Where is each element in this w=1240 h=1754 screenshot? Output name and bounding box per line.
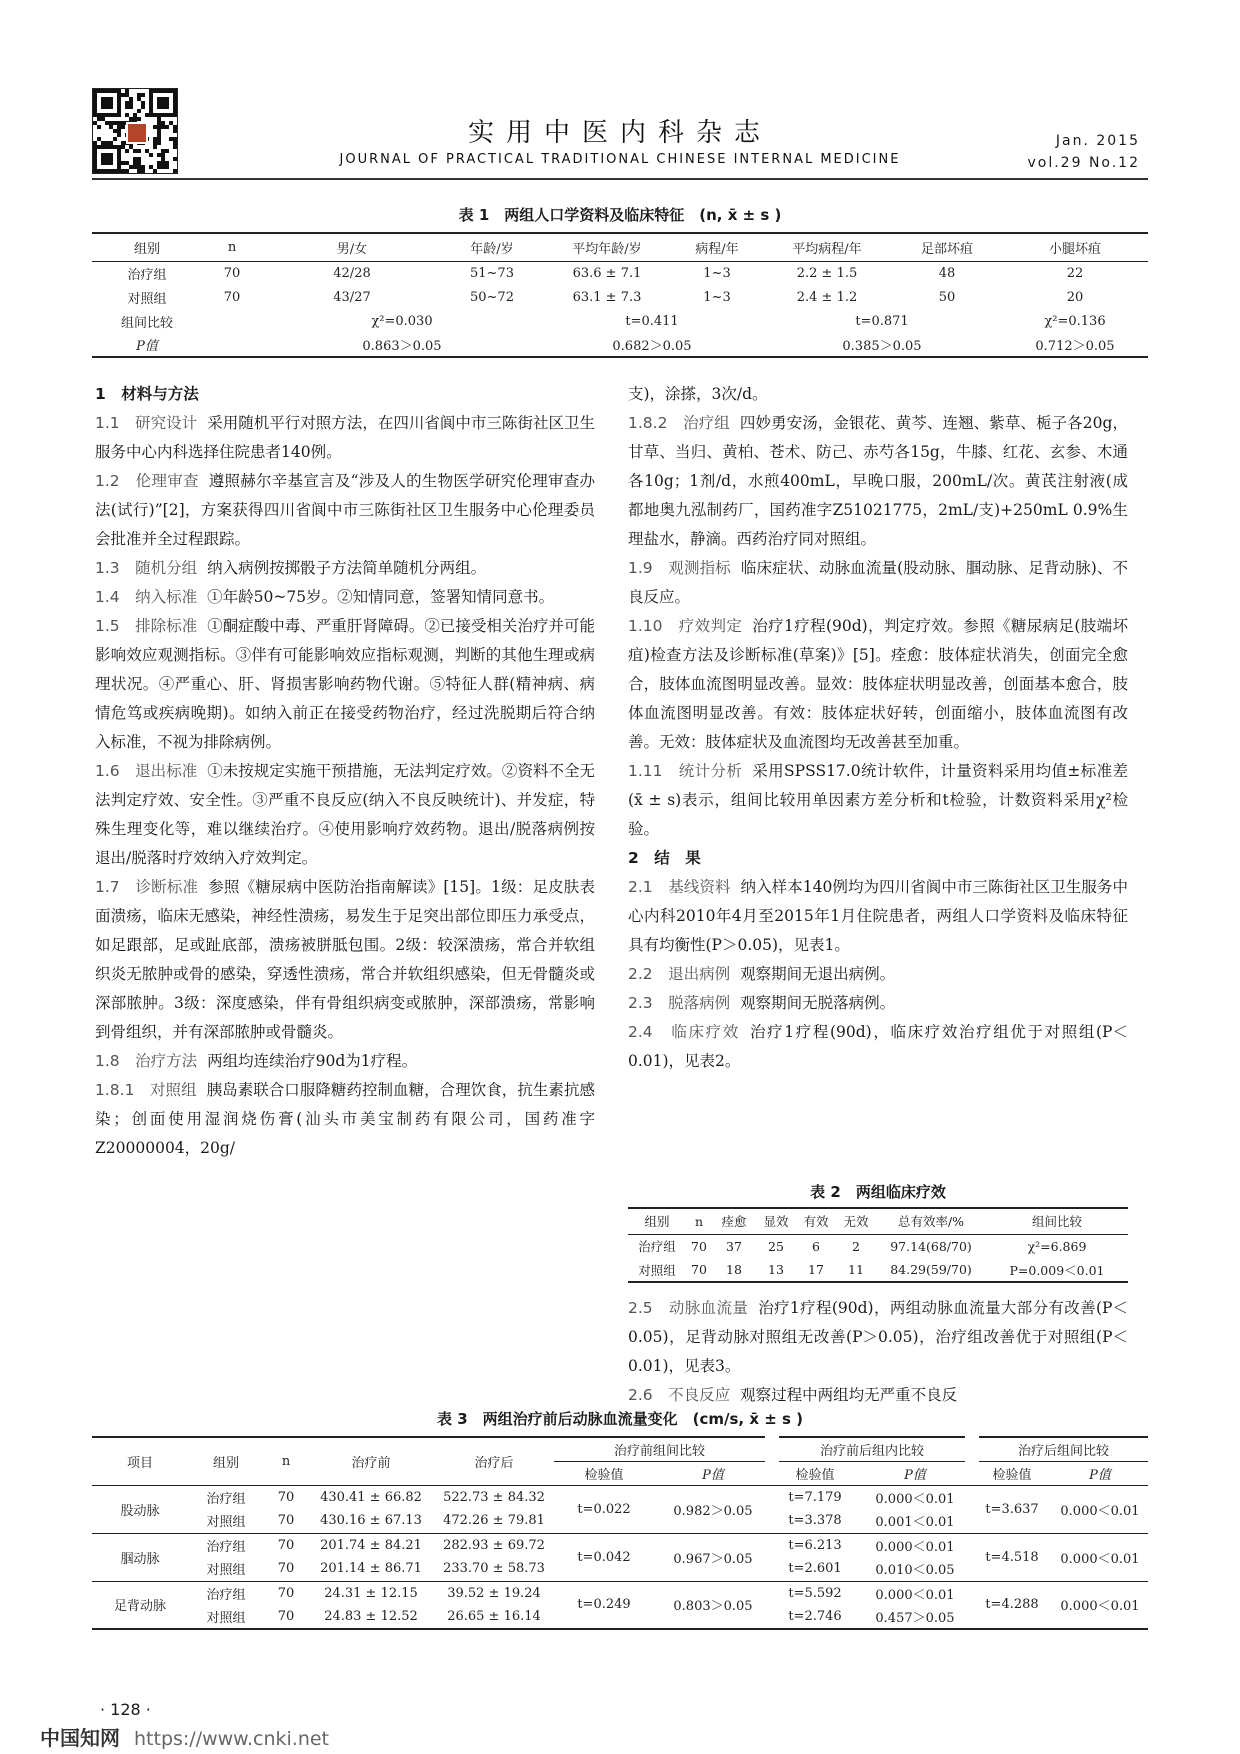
paragraph (95, 1076, 595, 1163)
table1-cell: 2.4 ± 1.2 (796, 289, 858, 305)
table1-cell: 43/27 (333, 289, 371, 305)
paragraph-label: 2.4 临床疗效 (628, 1023, 740, 1041)
paragraph-label: 1.6 退出标准 (95, 762, 198, 780)
table1-cell: 51~73 (470, 265, 514, 281)
paragraph-text: 治疗1疗程(90d)，临床疗效治疗组优于对照组(P＜0.01)，见表2。 (628, 1023, 1128, 1070)
paragraph-label: 2.1 基线资料 (628, 878, 731, 896)
left-column (95, 380, 595, 1163)
table2-cell: 治疗组 (638, 1239, 676, 1255)
table3-header-cell: 治疗前 (351, 1455, 391, 1471)
table2-header-cell: 组别 (644, 1214, 670, 1230)
table1-header-cell: 平均病程/年 (792, 241, 862, 257)
table1-cell (202, 333, 262, 357)
table1-compare-cell: χ²=0.030 (371, 313, 433, 329)
right-column (628, 380, 1128, 1076)
table2-cell: 70 (691, 1238, 707, 1254)
table1-p-cell: 0.863＞0.05 (362, 339, 442, 354)
journal-title-cn: 实用中医内科杂志 (467, 118, 772, 148)
paragraph-text: ①年龄50~75岁。②知情同意，签署知情同意书。 (207, 588, 555, 606)
paragraph-text: 支)，涂搽，3次/d。 (628, 385, 768, 403)
table3-cell: 24.83 ± 12.52 (324, 1609, 418, 1624)
paragraph (628, 1018, 1128, 1076)
table2-cell: 25 (768, 1238, 784, 1254)
table3-header-cell: 检验值 (992, 1467, 1032, 1483)
table3-cell: 522.73 ± 84.32 (443, 1489, 545, 1505)
table3 (92, 1436, 1148, 1630)
table3-cell: 对照组 (206, 1515, 246, 1531)
table3-group-header: 治疗后组间比较 (972, 1437, 1148, 1461)
table3-cell: 70 (277, 1537, 295, 1553)
paragraph-text: 治疗1疗程(90d)，两组动脉血流量大部分有改善(P＜0.05)，足背动脉对照组无改善(P＞0.05)，治疗组改善优于对照组(P＜0.01)，见表3。 (628, 1299, 1128, 1375)
table3-pre-t: t=0.042 (577, 1549, 631, 1565)
table3-header-cell: 治疗后 (474, 1455, 514, 1471)
paragraph (95, 612, 595, 757)
table3-cell: 0.000＜0.01 (875, 1539, 955, 1555)
table1-p-cell: 0.712＞0.05 (1035, 339, 1115, 354)
table1-cell: 42/28 (333, 265, 371, 281)
table3-cell: 治疗组 (206, 1491, 246, 1507)
table3-cell: t=5.592 (788, 1585, 842, 1601)
table2-header-cell: 显效 (763, 1214, 789, 1230)
table3-item: 足背动脉 (113, 1599, 166, 1615)
table3-cell: 472.26 ± 79.81 (443, 1513, 545, 1529)
paragraph-label: 2.3 脱落病例 (628, 994, 731, 1012)
paragraph-label: 1.9 观测指标 (628, 559, 731, 577)
table3-cell: 对照组 (206, 1611, 246, 1626)
table1-header-cell: n (227, 239, 237, 255)
table2-cell: 70 (691, 1262, 707, 1277)
paragraph-label: 2.2 退出病例 (628, 965, 731, 983)
paragraph-text: ①未按规定实施干预措施，无法判定疗效。②资料不全无法判定疗效、安全性。③严重不良反应(纳入不良反映统计)、并发症，特殊生理变化等，难以继续治疗。④使用影响疗效药物。退出/脱落病例按退出/脱落时疗效纳入疗效判定。 (95, 762, 595, 867)
paragraph-label: 2.5 动脉血流量 (628, 1299, 749, 1317)
table2-cell: P=0.009＜0.01 (1009, 1262, 1105, 1278)
table1-p-cell: 0.385＞0.05 (842, 339, 922, 354)
table1-cell: 63.6 ± 7.1 (572, 265, 642, 281)
table3-cell: 282.93 ± 69.72 (443, 1537, 545, 1553)
issue-date: Jan. 2015 (1055, 133, 1140, 149)
table2-cell: 13 (768, 1262, 784, 1277)
table1-cell: 70 (223, 289, 241, 305)
paragraph-text: 观察期间无退出病例。 (740, 965, 896, 983)
paragraph-text: 遵照赫尔辛基宣言及“涉及人的生物医学研究伦理审查办法(试行)”[2]，方案获得四川省阆中市三陈街社区卫生服务中心伦理委员会批准并全过程跟踪。 (95, 472, 595, 548)
table2-cell: 17 (808, 1262, 824, 1277)
table2-header-cell: 无效 (843, 1214, 869, 1230)
table2-cell: 37 (726, 1238, 742, 1254)
table3-cell: 0.000＜0.01 (875, 1491, 955, 1507)
paragraph (95, 583, 595, 612)
table3-cell: 24.31 ± 12.15 (324, 1585, 418, 1601)
table3-post-p: 0.000＜0.01 (1060, 1551, 1140, 1567)
table1-cell: 22 (1066, 265, 1084, 281)
paragraph (628, 960, 1128, 989)
table1-header-cell: 小腿坏疽 (1048, 241, 1101, 257)
table3-cell: 233.70 ± 58.73 (443, 1561, 545, 1577)
paragraph-text: 观察期间无脱落病例。 (740, 994, 896, 1012)
table2-cell: 11 (848, 1262, 864, 1277)
table2-cell: 97.14(68/70) (890, 1238, 972, 1254)
paragraph (95, 757, 595, 873)
journal-title-en: JOURNAL OF PRACTICAL TRADITIONAL CHINESE INTERNAL MEDICINE (339, 152, 901, 167)
table3-cell: 对照组 (206, 1563, 246, 1579)
table3-cell: t=2.746 (788, 1609, 842, 1624)
table3-group-header: 治疗前组间比较 (554, 1437, 772, 1461)
table3-header-cell: n (281, 1453, 291, 1469)
table3-cell: 70 (277, 1561, 295, 1577)
paragraph-label: 1.7 诊断标准 (95, 878, 199, 896)
table3-cell: 70 (277, 1585, 295, 1601)
table1-cell: 48 (938, 265, 956, 281)
table1-header-cell: 平均年龄/岁 (572, 241, 642, 257)
table1-cell: 1~3 (703, 289, 731, 305)
table2-caption: 表 2 两组临床疗效 (810, 1183, 946, 1201)
paragraph-text: 参照《糖尿病中医防治指南解读》[15]。1级：足皮肤表面溃疡，临床无感染，神经性溃疡，易发生于足突出部位即压力承受点，如足跟部，足或趾底部，溃疡被胼胝包围。2级：较深溃疡，常合并软组织炎无脓肿或骨的感染，穿透性溃疡，常合并软组织感染，但无骨髓炎或深部脓肿。3级：深度感染，伴有骨组织病变或脓肿，深部溃疡，常影响到骨组织，并有深部脓肿或骨髓炎。 (95, 878, 595, 1041)
paragraph (95, 873, 595, 1047)
paragraph (628, 1381, 1128, 1410)
table3-item: 股动脉 (120, 1503, 160, 1519)
table1-cell: 70 (223, 265, 241, 281)
table3-post-t: t=4.288 (985, 1597, 1039, 1613)
table3-header-cell: P值 (1089, 1467, 1111, 1483)
paragraph-text: 临床症状、动脉血流量(股动脉、腘动脉、足背动脉)、不良反应。 (628, 559, 1128, 606)
table2-header-cell: 有效 (803, 1214, 829, 1230)
table2 (628, 1207, 1128, 1283)
table3-pre-p: 0.982＞0.05 (673, 1503, 753, 1519)
table3-cell: 39.52 ± 19.24 (447, 1585, 541, 1601)
table3-header-cell: 组别 (212, 1455, 239, 1471)
paragraph (628, 989, 1128, 1018)
paragraph-label: 1.10 疗效判定 (628, 617, 743, 635)
paragraph (628, 612, 1128, 757)
paragraph (628, 873, 1128, 960)
paragraph-text: 采用随机平行对照方法，在四川省阆中市三陈街社区卫生服务中心内科选择住院患者140例。 (95, 414, 595, 461)
table3-cell: 70 (277, 1513, 295, 1529)
table1-compare-cell: χ²=0.136 (1044, 313, 1106, 329)
table1-caption: 表 1 两组人口学资料及临床特征 (n, x̄ ± s ) (458, 206, 782, 224)
table3-group-header: 治疗前后组内比较 (772, 1437, 972, 1461)
table3-cell: 治疗组 (206, 1539, 246, 1555)
table2-header-cell: 总有效率/% (897, 1214, 965, 1230)
cnki-site-name: 中国知网 (40, 1726, 120, 1750)
table2-cell: 2 (852, 1238, 860, 1254)
table3-item: 腘动脉 (120, 1551, 160, 1567)
table1-header-cell: 病程/年 (695, 241, 739, 257)
table3-post-p: 0.000＜0.01 (1060, 1599, 1140, 1615)
page-number: · 128 · (100, 1700, 151, 1719)
paragraph-text: 两组均连续治疗90d为1疗程。 (207, 1052, 418, 1070)
paragraph-text: 纳入病例按掷骰子方法简单随机分两组。 (207, 559, 487, 577)
header-rule (92, 178, 1148, 180)
table1-compare-cell: t=0.871 (855, 313, 909, 329)
table3-cell: 430.16 ± 67.13 (320, 1513, 422, 1529)
table1-cell: 63.1 ± 7.3 (572, 289, 642, 305)
table1-compare-cell: t=0.411 (625, 313, 679, 329)
table2-cell: 18 (726, 1262, 742, 1277)
table3-header-cell: P值 (904, 1467, 926, 1483)
table3-cell: t=7.179 (788, 1489, 842, 1505)
table1-p-label: P值 (136, 339, 158, 354)
paragraph (95, 1047, 595, 1076)
table-row (92, 1581, 1148, 1605)
table3-cell: t=3.378 (788, 1513, 842, 1529)
table1-header-cell: 男/女 (336, 241, 368, 257)
paragraph-label: 1.2 伦理审查 (95, 472, 199, 490)
table1-cell: 对照组 (127, 291, 167, 307)
table1 (92, 232, 1148, 358)
table3-cell: 0.001＜0.01 (875, 1515, 955, 1531)
section-heading: 1 材料与方法 (95, 385, 199, 403)
table3-cell: 70 (277, 1489, 295, 1505)
table1-header-cell: 足部坏疽 (920, 241, 973, 257)
table3-post-p: 0.000＜0.01 (1060, 1503, 1140, 1519)
table2-header-cell: 组间比较 (1031, 1214, 1082, 1230)
cnki-url: https://www.cnki.net (134, 1728, 330, 1750)
table3-cell: 0.457＞0.05 (875, 1611, 955, 1626)
table3-pre-p: 0.967＞0.05 (673, 1551, 753, 1567)
paragraph-text: 胰岛素联合口服降糖药控制血糖，合理饮食，抗生素抗感染；创面使用湿润烧伤膏(汕头市美宝制药有限公司，国药准字Z20000004，20g/ (95, 1081, 595, 1157)
paragraph (628, 409, 1128, 554)
paragraph-label: 1.8.1 对照组 (95, 1081, 197, 1099)
table3-post-t: t=3.637 (985, 1501, 1039, 1517)
table3-pre-t: t=0.022 (577, 1501, 631, 1517)
paragraph-text: 采用SPSS17.0统计软件，计量资料采用均值±标准差(x̄ ± s)表示，组间比较用单因素方差分析和t检验，计数资料采用χ²检验。 (628, 762, 1129, 838)
paragraph-text: 纳入样本140例均为四川省阆中市三陈街社区卫生服务中心内科2010年4月至2015年1月住院患者，两组人口学资料及临床特征具有均衡性(P＞0.05)，见表1。 (628, 878, 1128, 954)
table1-cell: 20 (1066, 289, 1084, 305)
paragraph (95, 409, 595, 467)
table3-cell: t=2.601 (788, 1561, 842, 1577)
table-row (92, 1533, 1148, 1557)
table1-header-cell: 组别 (133, 241, 160, 257)
section-heading: 2 结 果 (628, 849, 701, 867)
paragraph-text: 四妙勇安汤，金银花、黄芩、连翘、紫草、栀子各20g，甘草、当归、黄柏、苍术、防己、赤芍各15g，牛膝、红花、玄参、木通各10g；1剂/d，水煎400mL，早晚口服，200mL/次。黄芪注射液(成都地奥九泓制药厂，国药准字Z51021775，2mL/支)+250mL 0.9%生理盐水，静滴。西药治疗同对照组。 (628, 414, 1128, 548)
table2-cell: χ²=6.869 (1027, 1238, 1087, 1254)
table2-header-cell: n (694, 1213, 704, 1229)
paragraph (95, 467, 595, 554)
paragraph-label: 1.8.2 治疗组 (628, 414, 730, 432)
table3-cell: t=6.213 (788, 1537, 842, 1553)
table1-cell: 2.2 ± 1.5 (796, 265, 858, 281)
table3-header-cell: 检验值 (584, 1467, 624, 1483)
paragraph-text: 治疗1疗程(90d)，判定疗效。参照《糖尿病足(肢端坏疽)检查方法及诊断标准(草案)》[5]。痊愈：肢体症状消失，创面完全愈合，肢体血流图明显改善。显效：肢体症状明显改善，创面基本愈合，肢体血流图明显改善。有效：肢体症状好转，创面缩小，肢体血流图有改善。无效：肢体症状及血流图均无改善甚至加重。 (628, 617, 1128, 751)
table-row (92, 285, 1148, 309)
paragraph-label: 1.8 治疗方法 (95, 1052, 198, 1070)
table1-header-cell: 年龄/岁 (470, 241, 514, 257)
table3-pre-p: 0.803＞0.05 (673, 1599, 753, 1615)
table3-cell: 0.010＜0.05 (875, 1563, 955, 1579)
table-row (92, 261, 1148, 285)
table1-cell: 50~72 (470, 289, 514, 305)
right-column-after (628, 1294, 1128, 1410)
table1-cell: 1~3 (703, 265, 731, 281)
table3-cell: 70 (277, 1609, 295, 1624)
issue-volume: vol.29 No.12 (1027, 155, 1140, 171)
table-row (92, 1485, 1148, 1509)
paragraph-text: 观察过程中两组均无严重不良反 (740, 1386, 958, 1404)
table3-cell: 26.65 ± 16.14 (447, 1609, 541, 1624)
table1-compare-label: 组间比较 (120, 315, 173, 331)
paragraph-label: 1.11 统计分析 (628, 762, 743, 780)
paragraph-label: 1.3 随机分组 (95, 559, 198, 577)
table3-cell: 201.74 ± 84.21 (320, 1537, 422, 1553)
table3-cell: 201.14 ± 86.71 (320, 1561, 422, 1577)
table3-post-t: t=4.518 (985, 1549, 1039, 1565)
table-row (628, 1258, 1128, 1282)
table1-cell: 50 (938, 289, 956, 305)
paragraph-label: 2.6 不良反应 (628, 1386, 731, 1404)
paragraph (628, 1294, 1128, 1381)
paragraph-text: ①酮症酸中毒、严重肝肾障碍。②已接受相关治疗并可能影响效应观测指标。③伴有可能影响效应指标观测，判断的其他生理或病理状况。④严重心、肝、肾损害影响药物代谢。⑤特征人群(精神病、病情危笃或疾病晚期)。如纳入前正在接受药物治疗，经过洗脱期后符合纳入标准，不视为排除病例。 (95, 617, 595, 751)
table1-cell: 治疗组 (127, 267, 167, 283)
paragraph-label: 1.1 研究设计 (95, 414, 198, 432)
table3-pre-t: t=0.249 (577, 1597, 631, 1613)
paragraph-label: 1.4 纳入标准 (95, 588, 198, 606)
table3-header-cell: 项目 (126, 1455, 153, 1471)
table2-cell: 6 (812, 1238, 820, 1254)
table3-header-cell: 检验值 (795, 1467, 835, 1483)
issue-info (1027, 130, 1140, 174)
table2-header-cell: 痊愈 (721, 1214, 747, 1230)
table3-cell: 0.000＜0.01 (875, 1587, 955, 1603)
table3-caption: 表 3 两组治疗前后动脉血流量变化 (cm/s, x̄ ± s ) (436, 1410, 804, 1428)
table3-header-cell: P值 (702, 1467, 724, 1483)
table1-p-cell: 0.682＞0.05 (612, 339, 692, 354)
paragraph (95, 554, 595, 583)
table-row (628, 1234, 1128, 1258)
paragraph-label: 1.5 排除标准 (95, 617, 198, 635)
table2-cell: 对照组 (638, 1262, 676, 1278)
table3-cell: 430.41 ± 66.82 (320, 1489, 422, 1505)
cnki-watermark (40, 1722, 329, 1751)
table3-cell: 治疗组 (206, 1587, 246, 1603)
paragraph (628, 554, 1128, 612)
table2-cell: 84.29(59/70) (890, 1262, 972, 1277)
paragraph (628, 757, 1128, 844)
paragraph (628, 380, 1128, 409)
table1-cell (202, 309, 262, 333)
